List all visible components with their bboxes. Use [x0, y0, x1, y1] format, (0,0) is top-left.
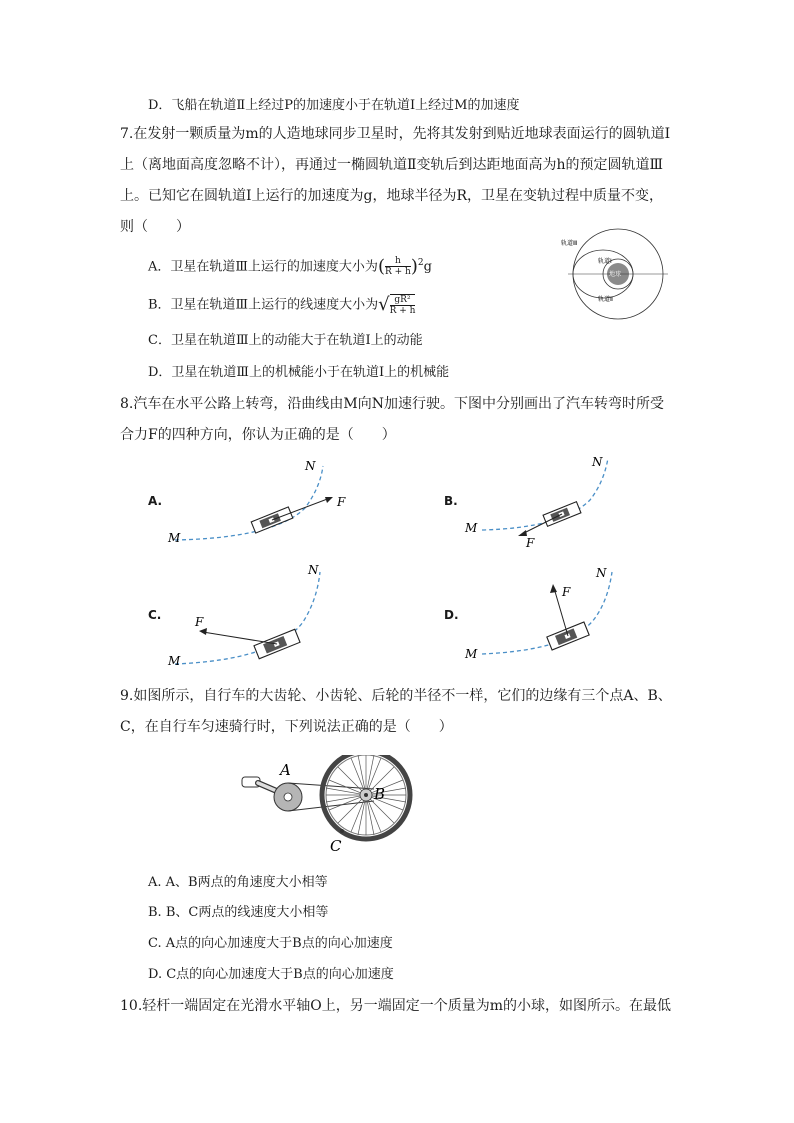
- q7-option-b-fraction: $\frac{\text{gR²}}{R + h}$: [389, 295, 416, 316]
- q7-option-a-text: A．卫星在轨道Ⅲ上运行的加速度大小为: [148, 259, 378, 275]
- q8-panel-a-label: A.: [148, 494, 163, 508]
- label-m: M: [168, 531, 181, 545]
- q7-option-b: B．卫星在轨道Ⅲ上运行的线速度大小为√ $\frac{\text{gR²}}{R + h}$: [148, 294, 416, 316]
- label-f: F: [195, 615, 204, 629]
- label-a: A: [280, 761, 291, 779]
- label-n: N: [596, 566, 607, 580]
- q6-option-d: D．飞船在轨道Ⅱ上经过P的加速度小于在轨道Ⅰ上经过M的加速度: [148, 98, 520, 113]
- q8-stem-line2: 合力F的四种方向，你认为正确的是（ ）: [120, 427, 396, 443]
- label-f: F: [526, 536, 535, 550]
- label-n: N: [308, 563, 319, 577]
- q7-option-a-fraction: $\frac{h}{R + h}$: [384, 256, 411, 278]
- q9-option-d: D. C点的向心加速度大于B点的向心加速度: [148, 967, 394, 982]
- point-c-dot: [340, 829, 344, 833]
- q7-stem-line4: 则（ ）: [120, 219, 190, 235]
- label-n: N: [305, 459, 316, 473]
- force-arrow: [522, 514, 562, 534]
- q7-option-a: A．卫星在轨道Ⅲ上运行的加速度大小为( $\frac{h}{R + h}$ )$^2$g: [148, 255, 432, 278]
- force-arrow: [203, 632, 277, 644]
- q7-option-c: C．卫星在轨道Ⅲ上的动能大于在轨道Ⅰ上的动能: [148, 333, 423, 348]
- q8-stem-line1: 8.汽车在水平公路上转弯，沿曲线由M向N加速行驶。下图中分别画出了汽车转弯时所受: [120, 396, 664, 412]
- label-m: M: [465, 647, 478, 661]
- q8-panel-c-label: C.: [148, 608, 162, 622]
- label-n: N: [592, 455, 603, 469]
- label-m: M: [168, 654, 181, 668]
- label-c: C: [330, 837, 342, 855]
- q8-panel-b-label: B.: [444, 494, 458, 508]
- q9-stem-line1: 9.如图所示，自行车的大齿轮、小齿轮、后轮的半径不一样，它们的边缘有三个点A、B、: [120, 688, 672, 704]
- path-curve: [482, 572, 612, 654]
- chain-top: [288, 783, 374, 789]
- label-f: F: [337, 495, 346, 509]
- orbit-2-label: 轨道Ⅱ: [598, 296, 613, 303]
- q7-option-b-text: B．卫星在轨道Ⅲ上运行的线速度大小为: [148, 297, 379, 313]
- q7-option-d: D．卫星在轨道Ⅲ上的机械能小于在轨道Ⅰ上的机械能: [148, 365, 450, 380]
- path-curve: [175, 466, 323, 540]
- q8-panel-b: [462, 450, 622, 550]
- bicycle-gear-diagram: [236, 755, 416, 855]
- q7-stem-line1: 7.在发射一颗质量为m的人造地球同步卫星时，先将其发射到贴近地球表面运行的圆轨道Ⅰ: [120, 126, 671, 142]
- label-f: F: [562, 585, 571, 599]
- q9-stem-line2: C，在自行车匀速骑行时，下列说法正确的是（ ）: [120, 719, 453, 735]
- label-m: M: [465, 521, 478, 535]
- orbit-1-label: 轨道Ⅰ: [598, 258, 612, 265]
- q9-option-c: C. A点的向心加速度大于B点的向心加速度: [148, 936, 393, 951]
- q9-option-b: B. B、C两点的线速度大小相等: [148, 905, 329, 920]
- q8-panel-a: [165, 458, 365, 548]
- q8-panel-c: [165, 560, 335, 670]
- q9-option-a: A. A、B两点的角速度大小相等: [148, 875, 328, 890]
- label-b: B: [374, 785, 386, 803]
- force-arrow: [272, 498, 330, 520]
- earth-label: 地球: [609, 271, 622, 278]
- q8-panel-d-label: D.: [444, 608, 459, 622]
- q7-stem-line3: 上。已知它在圆轨道Ⅰ上运行的加速度为g，地球半径为R，卫星在变轨过程中质量不变，: [120, 188, 664, 204]
- orbit-diagram: [558, 228, 670, 324]
- q7-stem-line2: 上（离地面高度忽略不计），再通过一椭圆轨道Ⅱ变轨后到达距地面高为h的预定圆轨道Ⅲ: [120, 157, 664, 173]
- q10-stem-line1: 10.轻杆一端固定在光滑水平轴O上，另一端固定一个质量为m的小球，如图所示。在最低: [120, 998, 672, 1014]
- q8-panel-d: [462, 562, 622, 667]
- orbit-3-label: 轨道Ⅲ: [561, 240, 578, 247]
